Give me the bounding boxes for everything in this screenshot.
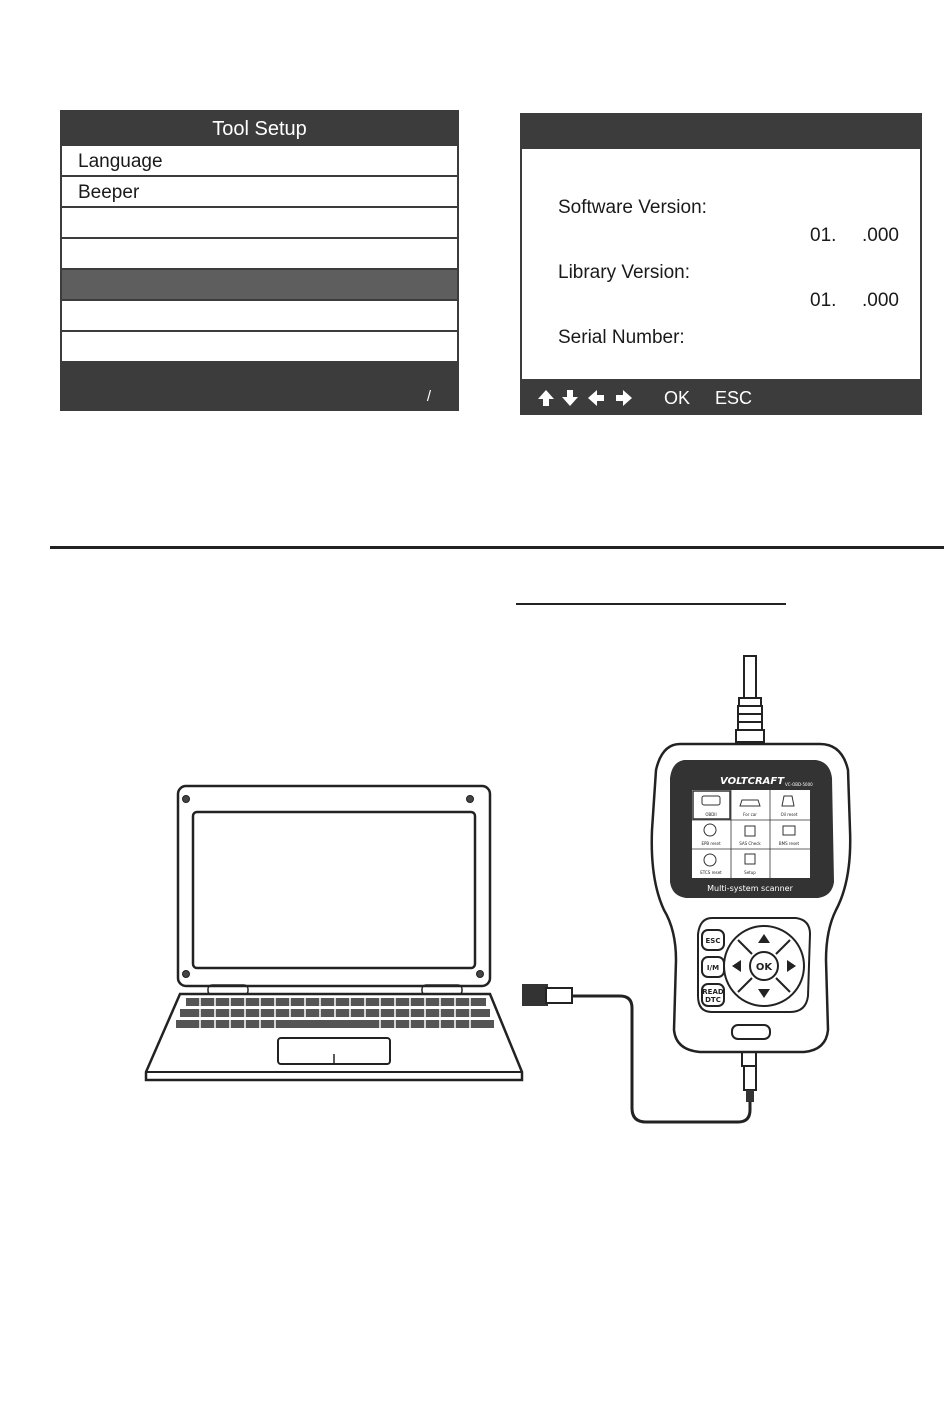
menu-tile-label: BMS reset xyxy=(778,841,800,846)
arrow-keys-icons xyxy=(536,388,636,408)
ok-key-label: OK xyxy=(664,388,691,408)
read-dtc-key-line1: READ xyxy=(702,988,724,996)
library-version-minor: .000 xyxy=(862,290,899,311)
menu-item-beeper[interactable]: Beeper xyxy=(62,177,457,208)
scanner-brand: VOLTCRAFT xyxy=(720,776,785,787)
menu-item-selected[interactable] xyxy=(62,270,457,301)
arrow-down-icon xyxy=(562,390,578,406)
software-version-label: Software Version: xyxy=(558,197,707,218)
ok-key: OK xyxy=(755,962,773,973)
scanner-model: VC-OBD-5000 xyxy=(785,782,813,787)
menu-tile-label: ETCS reset xyxy=(700,870,722,875)
scanner-caption: Multi-system scanner xyxy=(707,884,793,893)
menu-item[interactable] xyxy=(62,239,457,270)
obd-cable-illustration xyxy=(736,656,764,742)
library-version-major: 01. xyxy=(810,290,837,311)
arrow-right-icon xyxy=(616,390,632,406)
serial-number-label: Serial Number: xyxy=(558,327,685,348)
esc-key-label: ESC xyxy=(715,388,753,408)
menu-tile-label: Oil reset xyxy=(780,812,798,817)
tool-setup-title: Tool Setup xyxy=(212,118,307,140)
software-version-minor: .000 xyxy=(862,225,899,246)
arrow-left-icon xyxy=(588,390,604,406)
menu-tile-label: EPB reset xyxy=(701,841,721,846)
laptop-illustration xyxy=(146,786,522,1080)
section-divider xyxy=(50,546,944,549)
tool-info-body xyxy=(522,149,920,379)
menu-tile-label: Setup xyxy=(744,870,756,875)
menu-tile-label: For car xyxy=(743,812,757,817)
menu-item[interactable] xyxy=(62,301,457,332)
page-indicator: / xyxy=(426,388,431,405)
tool-info-footer xyxy=(520,381,922,415)
arrow-up-icon xyxy=(538,390,554,406)
menu-tile-label: SAS Check xyxy=(739,841,761,846)
tool-setup-screen xyxy=(60,110,459,411)
menu-tile-label: OBDII xyxy=(705,812,717,817)
pc-connection-illustration xyxy=(0,640,950,1140)
esc-key: ESC xyxy=(705,937,721,945)
software-version-major: 01. xyxy=(810,225,837,246)
scanner-device-illustration xyxy=(652,744,850,1052)
library-version-label: Library Version: xyxy=(558,262,691,283)
tool-setup-menu xyxy=(62,146,457,363)
tool-info-screen xyxy=(520,113,922,415)
heading-underline xyxy=(516,603,786,605)
menu-item[interactable] xyxy=(62,332,457,363)
read-dtc-key-line2: DTC xyxy=(705,996,721,1004)
menu-item-language[interactable]: Language xyxy=(62,146,457,177)
im-key: I/M xyxy=(706,964,720,972)
menu-item[interactable] xyxy=(62,208,457,239)
